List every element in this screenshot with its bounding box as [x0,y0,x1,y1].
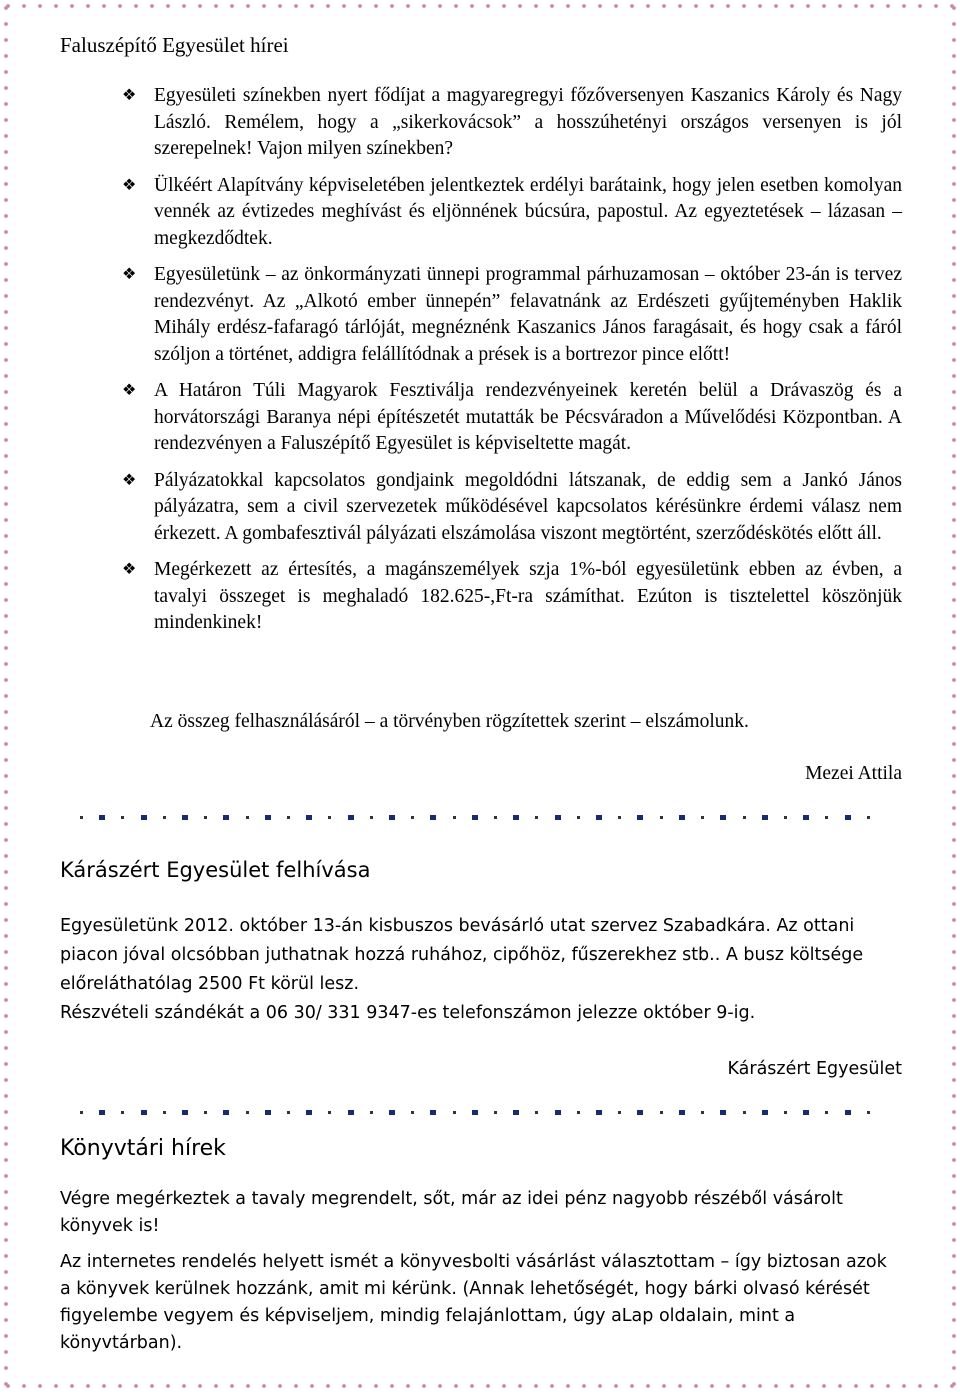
settlement-note: Az összeg felhasználásáról – a törvényben rögzítettek szerint – elszámolunk. [150,711,749,732]
section-title-konyvtari-hirek: Könyvtári hírek [60,1136,226,1161]
library-body [60,1186,902,1366]
dotted-divider [80,813,870,821]
karaszert-paragraph: Részvételi szándékát a 06 30/ 331 9347-es telefonszámon jelezze október 9-ig. [60,1003,756,1023]
karaszert-body [60,912,902,1028]
news-item: ❖ Egyesületi színekben nyert fődíjat a magyaregregyi főzőversenyen Kaszanics Károly és Nagy László. Remélem, hogy a „sikerkovácsok” a hosszúhetényi országos versenyen is jól szerepelnek! Vajon milyen színekben? [122,85,902,159]
news-item: ❖ Pályázatokkal kapcsolatos gondjaink megoldódni látszanak, de eddig sem a Jankó János pályázatra, sem a civil szervezetek működésével kapcsolatos kérésünkre érdemi válasz nem érkezett. A gombafesztivál pályázati elszámolása viszont megtörtént, szerződéskötés előtt áll. [122,469,902,544]
diamond-bullet-icon: ❖ [122,87,137,104]
signature-mezei-attila: Mezei Attila [805,763,902,784]
dotted-divider [80,1108,870,1116]
news-item: ❖ Ülkéért Alapítvány képviseletében jelentkeztek erdélyi barátaink, hogy jelen esetben komolyan vennék az évtizedes meghívást és eljönnének búcsúra, papostul. Az egyeztetések – lázasan – megkezdődtek. [122,174,902,249]
news-bullet-list [122,83,902,647]
diamond-bullet-icon: ❖ [122,176,137,194]
news-item: ❖ Megérkezett az értesítés, a magánszemélyek szja 1%-ból egyesületünk ebben az évben, a tavalyi összeget is meghaladó 182.625-,Ft-ra számíthat. Ezúton is tisztelettel köszönjük mindenkinek! [122,559,902,633]
diamond-bullet-icon: ❖ [122,561,137,578]
diamond-bullet-icon: ❖ [122,382,137,399]
section-title-karaszert: Kárászért Egyesület felhívása [60,858,371,882]
karaszert-paragraph: Egyesületünk 2012. október 13-án kisbuszos bevásárló utat szervez Szabadkára. Az ottani piacon jóval olcsóbban juthatnak hozzá ruhához, cipőhöz, fűszerekhez stb.. A busz költsége előreláthatólag 2500 Ft körül lesz. [60,916,864,994]
news-item: ❖ A Határon Túli Magyarok Fesztiválja rendezvényeinek keretén belül a Drávaszög és a horvátországi Baranya népi építészetét mutatták be Pécsváradon a Művelődési Központban. A rendezvényen a Faluszépítő Egyesület is képviseltette magát. [122,380,902,454]
library-paragraph: Végre megérkeztek a tavaly megrendelt, sőt, már az idei pénz nagyobb részéből vásárolt könyvek is! [60,1189,843,1236]
library-paragraph: Az internetes rendelés helyett ismét a könyvesbolti vásárlást választottam – így biztosan azok a könyvek kerülnek hozzánk, amit mi kérünk. (Annak lehetőségét, hogy bárki olvasó kérését figyelembe vegyem és képviseljem, mindig felajánlottam, úgy aLap oldalain, mint a könyvtárban). [60,1252,887,1353]
diamond-bullet-icon: ❖ [122,266,137,283]
section-title-faluszepito: Faluszépítő Egyesület hírei [60,33,289,57]
signature-karaszert-egyesulet: Kárászért Egyesület [727,1059,902,1079]
news-item: ❖ Egyesületünk – az önkormányzati ünnepi programmal párhuzamosan – október 23-án is tervez rendezvényt. Az „Alkotó ember ünnepén” felavatnánk az Erdészeti gyűjteményben Haklik Mihály erdész-fafaragó tárlóját, megnéznénk Kaszanics János faragásait, és hogy csak a fáról szóljon a történet, addigra felállítódnak a prések is a bortrezor pince előtt! [122,264,902,365]
diamond-bullet-icon: ❖ [122,471,137,489]
